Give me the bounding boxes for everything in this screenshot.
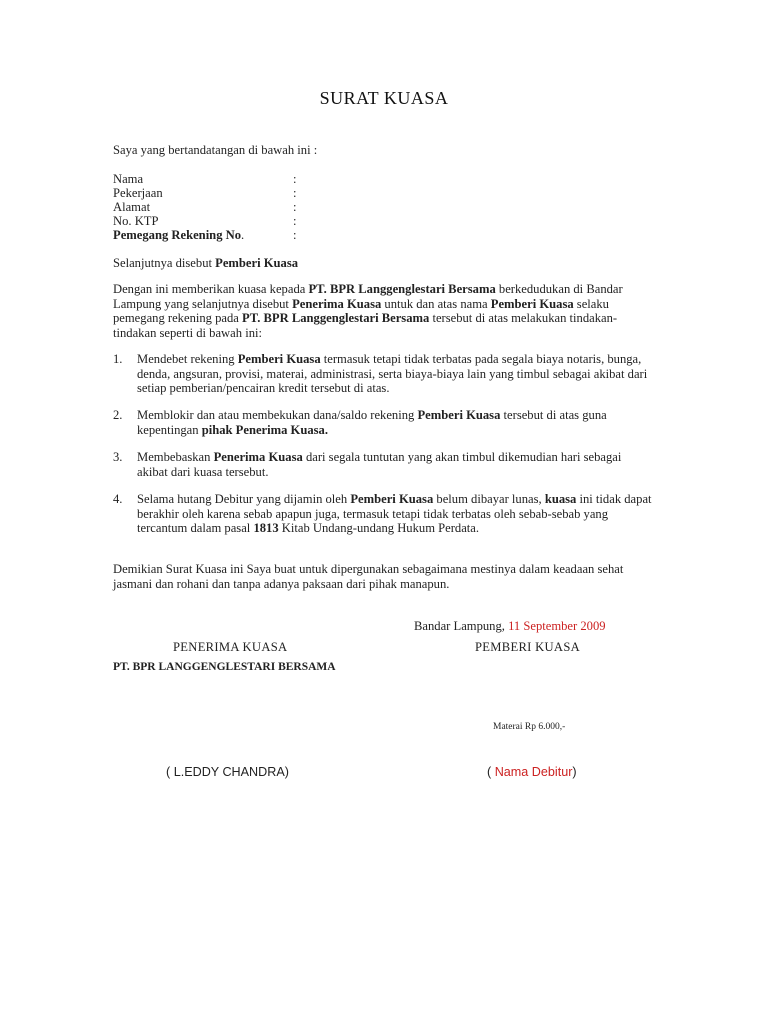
field-colon: : bbox=[293, 172, 297, 186]
field-label: Pekerjaan bbox=[113, 186, 163, 200]
closing-paragraph: Demikian Surat Kuasa ini Saya buat untuk dipergunakan sebagaimana mestinya dalam keadaan sehat jasmani dan rohani dan tanpa adanya paksaan dari pihak manapun. bbox=[113, 562, 624, 591]
receiver-heading: PENERIMA KUASA bbox=[173, 640, 288, 654]
intro-text: Saya yang bertandatangan di bawah ini : bbox=[113, 143, 318, 157]
field-label: Pemegang Rekening No. bbox=[113, 228, 245, 242]
materai-stamp-label: Materai Rp 6.000,- bbox=[493, 722, 566, 732]
company-name: PT. BPR LANGGENGLESTARI BERSAMA bbox=[113, 661, 336, 673]
field-colon: : bbox=[293, 228, 297, 242]
field-label: No. KTP bbox=[113, 214, 159, 228]
field-colon: : bbox=[293, 200, 297, 214]
field-label: Nama bbox=[113, 172, 144, 186]
paragraph-grant: Dengan ini memberikan kuasa kepada PT. BPR Langgenglestari Bersama berkedudukan di Bandar Lampung yang selanjutnya disebut Penerima Kuasa untuk dan atas nama Pemberi Kuasa selaku pemegang rekening pada PT. BPR Langgenglestari Bersama tersebut di atas melakukan tindakan-tindakan seperti di bawah ini: bbox=[113, 282, 623, 340]
field-colon: : bbox=[293, 186, 297, 200]
paragraph-pemberi-kuasa: Selanjutnya disebut Pemberi Kuasa bbox=[113, 256, 299, 270]
field-label: Alamat bbox=[113, 200, 151, 214]
field-colon: : bbox=[293, 214, 297, 228]
date: 11 September 2009 bbox=[508, 619, 606, 633]
giver-heading: PEMBERI KUASA bbox=[475, 640, 581, 654]
receiver-signature-name: ( L.EDDY CHANDRA) bbox=[166, 765, 289, 779]
place-date: Bandar Lampung, 11 September 2009 bbox=[414, 619, 606, 633]
document-title: SURAT KUASA bbox=[319, 88, 449, 108]
giver-signature-name: ( Nama Debitur) bbox=[487, 765, 577, 779]
